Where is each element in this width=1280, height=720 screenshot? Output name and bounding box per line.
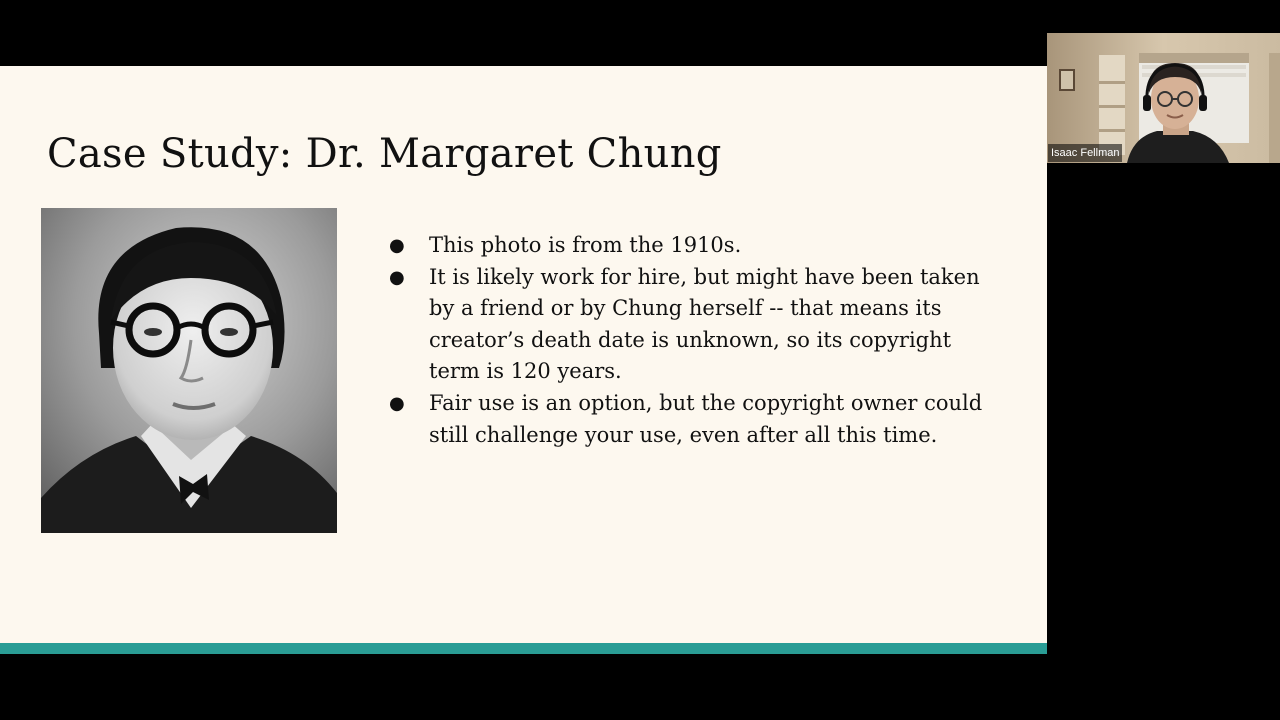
shared-slide <box>0 66 1047 654</box>
bullet-text: This photo is from the 1910s. <box>429 233 742 257</box>
participant-video-tile[interactable] <box>1047 33 1280 163</box>
participant-name-label: Isaac Fellman <box>1048 144 1122 162</box>
bullet-marker: ● <box>389 235 405 256</box>
bullet-text: Fair use is an option, but the copyright owner could still challenge your use, even after all this time. <box>429 390 983 447</box>
slide-title: Case Study: Dr. Margaret Chung <box>47 131 722 177</box>
slide-accent-bar <box>0 643 1047 654</box>
bullet-item <box>385 262 995 388</box>
bullet-text: It is likely work for hire, but might have been taken by a friend or by Chung herself -- that means its creator’s death date is unknown, so its copyright term is 120 years. <box>429 264 980 384</box>
portrait-photo <box>41 208 337 533</box>
bullet-item <box>385 388 995 451</box>
bullet-marker: ● <box>389 266 405 288</box>
bullet-list <box>385 230 995 451</box>
bullet-marker: ● <box>389 392 405 414</box>
bullet-item <box>385 230 995 262</box>
